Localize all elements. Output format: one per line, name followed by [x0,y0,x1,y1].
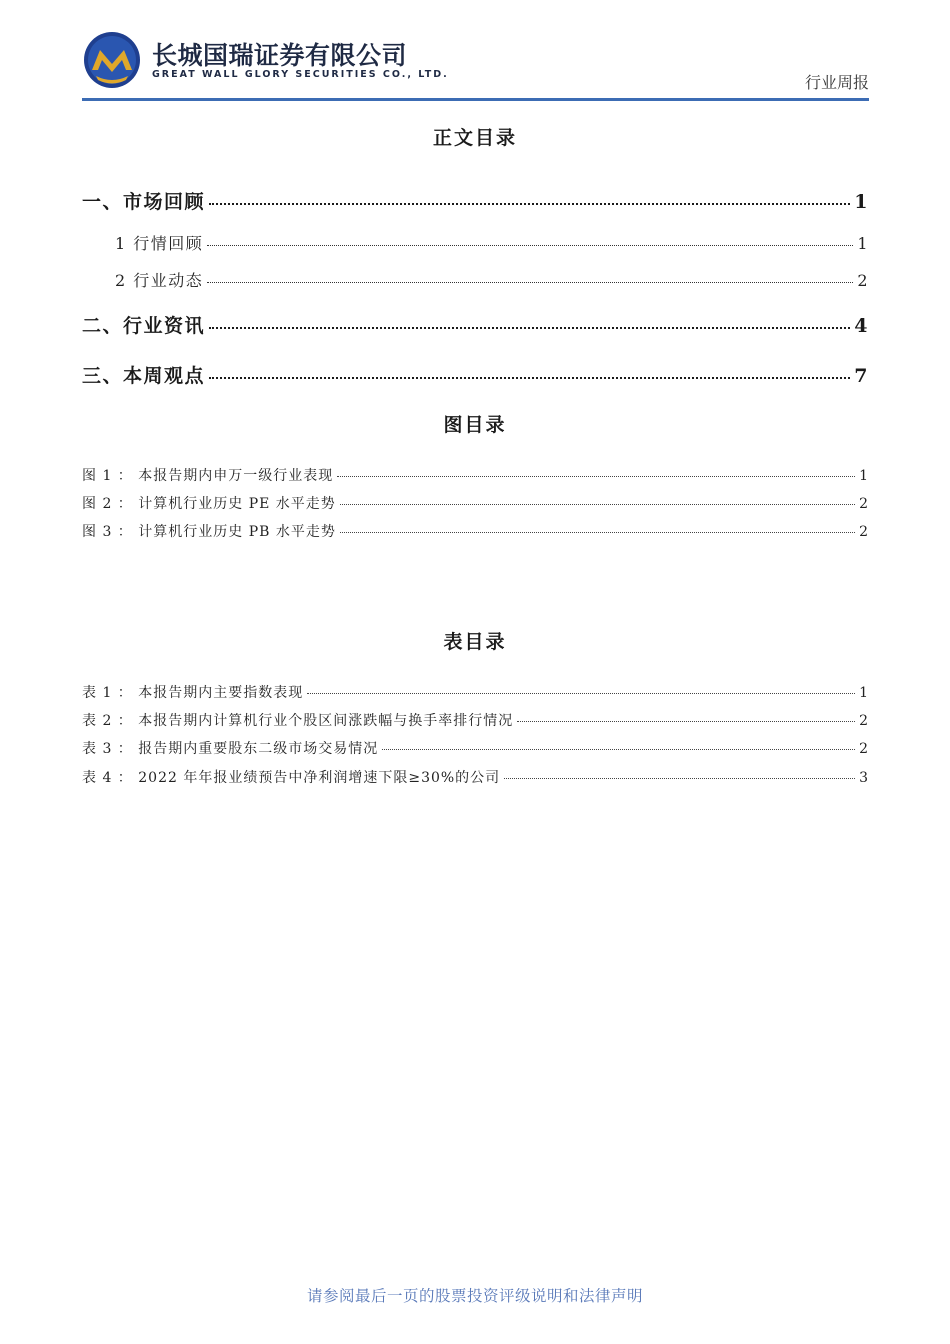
company-name-cn: 长城国瑞证券有限公司 [152,41,408,70]
main-toc-title: 正文目录 [432,127,517,149]
dot-leader [209,327,850,329]
toc-entry-page: 3 [859,770,869,786]
toc-entry-label: 2 行业动态 [115,271,204,290]
toc-entry-page: 2 [859,713,869,729]
toc-entry-label: 一、市场回顾 [82,191,206,213]
toc-entry-industry-news[interactable] [82,311,869,338]
report-type: 行业周报 [804,73,869,92]
toc-entry-label: 表 4 ： 2022 年年报业绩预告中净利润增速下限≥30%的公司 [82,770,501,786]
figure-toc-title: 图目录 [443,414,507,436]
dot-leader [382,749,855,750]
toc-entry-market-trend[interactable] [115,231,869,254]
table-toc-entry[interactable] [82,710,869,730]
toc-entry-weekly-view[interactable] [82,361,869,388]
toc-entry-page: 1 [857,234,869,253]
toc-entry-label: 1 行情回顾 [115,234,204,253]
toc-entry-page: 2 [859,524,869,540]
dot-leader [209,203,850,205]
toc-entry-label: 图 1 ： 本报告期内申万一级行业表现 [82,468,334,484]
dot-leader [340,532,855,533]
dot-leader [307,693,855,694]
table-toc-entry[interactable] [82,682,869,702]
toc-entry-page: 1 [854,191,869,213]
figure-toc-entry[interactable] [82,493,869,513]
page-header [82,30,869,102]
toc-entry-label: 图 3 ： 计算机行业历史 PB 水平走势 [82,524,336,540]
toc-entry-label: 表 1 ： 本报告期内主要指数表现 [82,685,304,701]
company-logo-icon [82,30,142,90]
toc-entry-market-review[interactable] [82,187,869,214]
toc-entry-page: 2 [857,271,869,290]
dot-leader [340,504,855,505]
figure-toc-entry[interactable] [82,521,869,541]
dot-leader [209,377,850,379]
toc-entry-label: 二、行业资讯 [82,315,206,337]
toc-entry-label: 三、本周观点 [82,365,206,387]
dot-leader [337,476,855,477]
toc-entry-page: 2 [859,496,869,512]
toc-entry-label: 表 2 ： 本报告期内计算机行业个股区间涨跌幅与换手率排行情况 [82,713,514,729]
table-toc-entry[interactable] [82,767,869,787]
toc-entry-page: 2 [859,741,869,757]
disclaimer-footer: 请参阅最后一页的股票投资评级说明和法律声明 [306,1287,643,1305]
company-name-en: GREAT WALL GLORY SECURITIES CO., LTD. [152,69,449,80]
toc-entry-page: 1 [859,468,869,484]
header-divider [82,98,869,101]
toc-entry-page: 7 [854,365,869,387]
toc-entry-page: 4 [854,315,869,337]
dot-leader [207,282,853,283]
dot-leader [207,245,853,246]
table-toc-entry[interactable] [82,738,869,758]
figure-toc-entry[interactable] [82,465,869,485]
table-toc-title: 表目录 [443,631,507,653]
toc-entry-page: 1 [859,685,869,701]
toc-entry-label: 图 2 ： 计算机行业历史 PE 水平走势 [82,496,336,512]
toc-entry-label: 表 3 ： 报告期内重要股东二级市场交易情况 [82,741,379,757]
dot-leader [504,778,855,779]
toc-entry-industry-dynamics[interactable] [115,268,869,291]
dot-leader [517,721,855,722]
